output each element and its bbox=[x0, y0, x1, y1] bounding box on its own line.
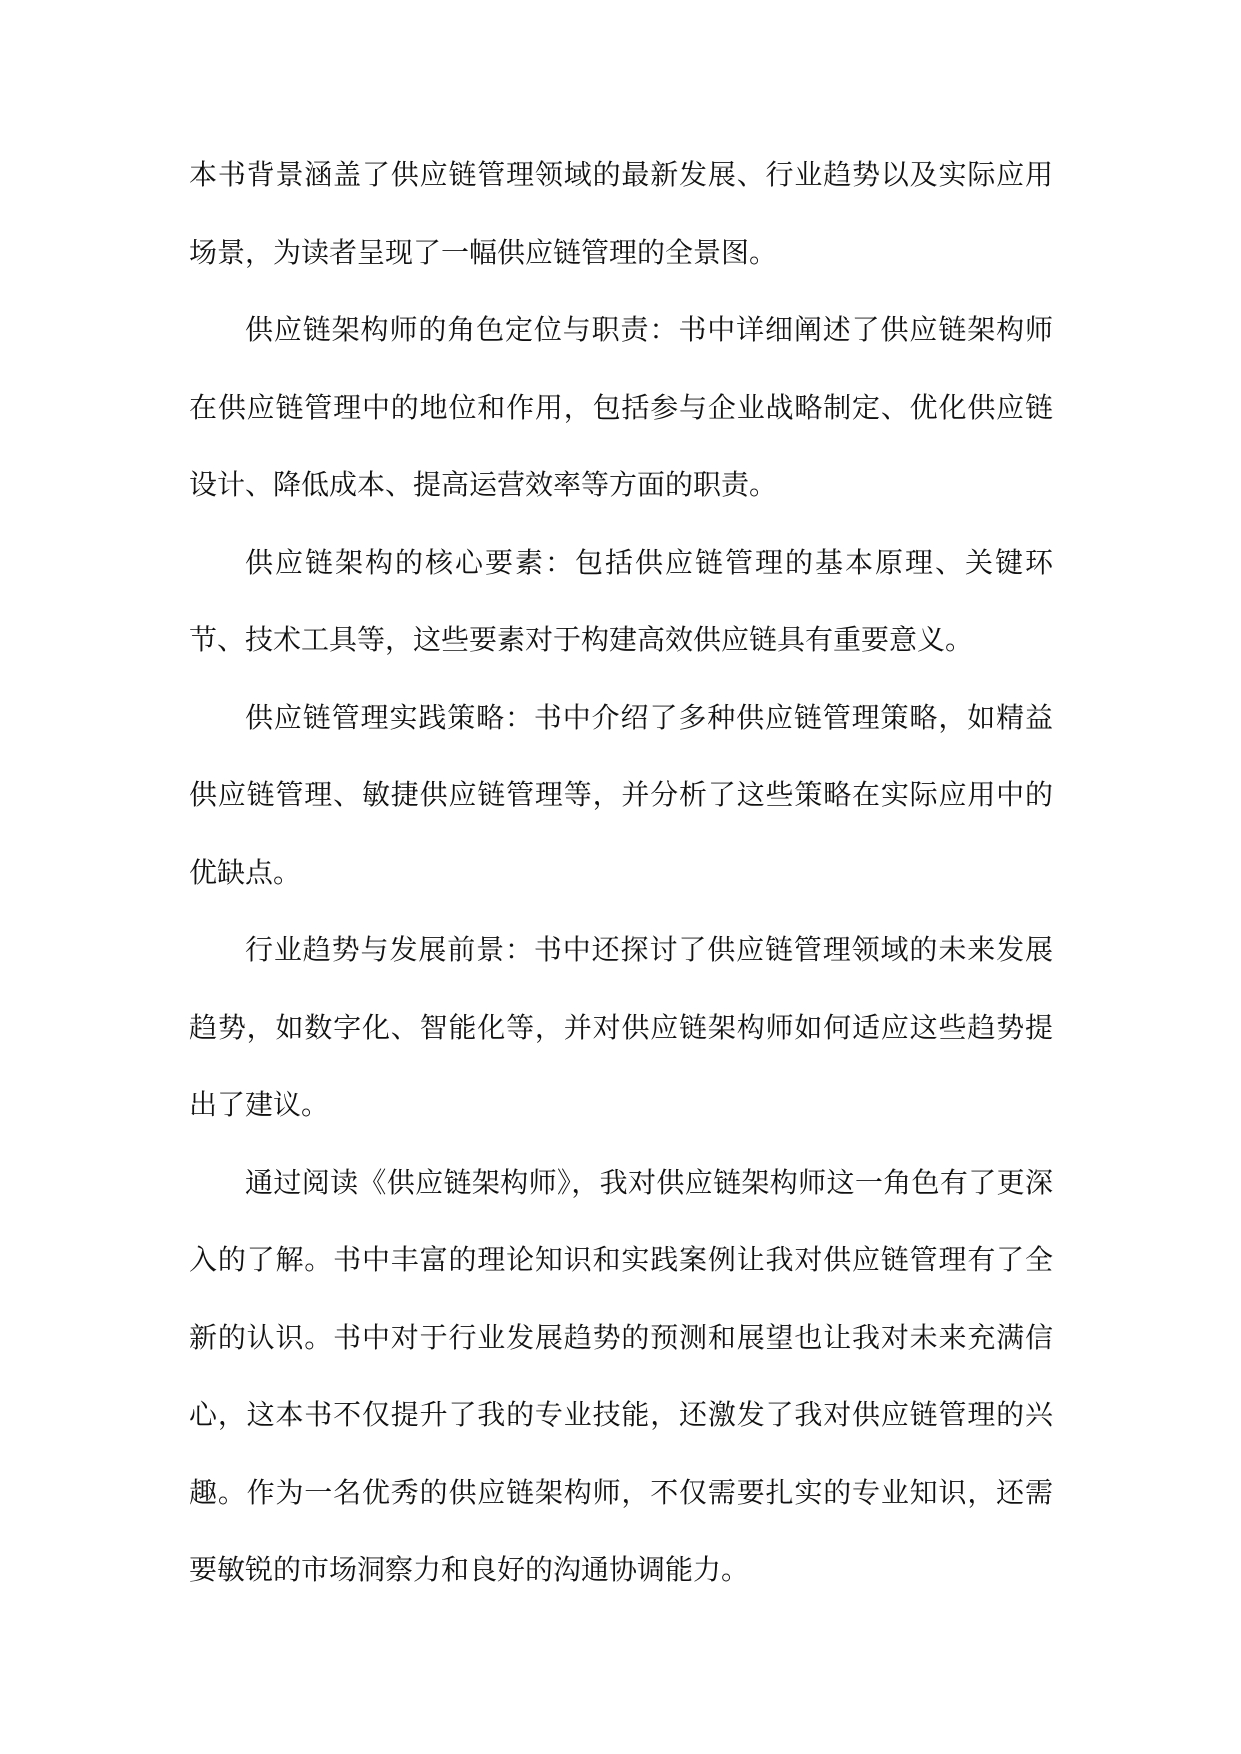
paragraph-industry-trends: 行业趋势与发展前景：书中还探讨了供应链管理领域的未来发展趋势，如数字化、智能化等，并对供应链架构师如何适应这些趋势提出了建议。 bbox=[189, 933, 1053, 1121]
paragraph-architect-role: 供应链架构师的角色定位与职责：书中详细阐述了供应链架构师在供应链管理中的地位和作用，包括参与企业战略制定、优化供应链设计、降低成本、提高运营效率等方面的职责。 bbox=[189, 313, 1053, 501]
paragraph-reading-reflection: 通过阅读《供应链架构师》，我对供应链架构师这一角色有了更深入的了解。书中丰富的理论知识和实践案例让我对供应链管理有了全新的认识。书中对于行业发展趋势的预测和展望也让我对未来充满信心，这本书不仅提升了我的专业技能，还激发了我对供应链管理的兴趣。作为一名优秀的供应链架构师，不仅需要扎实的专业知识，还需要敏锐的市场洞察力和良好的沟通协调能力。 bbox=[189, 1165, 1053, 1586]
paragraph-practice-strategies: 供应链管理实践策略：书中介绍了多种供应链管理策略，如精益供应链管理、敏捷供应链管理等，并分析了这些策略在实际应用中的优缺点。 bbox=[189, 700, 1053, 889]
paragraph-core-elements: 供应链架构的核心要素：包括供应链管理的基本原理、关键环节、技术工具等，这些要素对于构建高效供应链具有重要意义。 bbox=[189, 545, 1053, 656]
paragraph-background: 本书背景涵盖了供应链管理领域的最新发展、行业趋势以及实际应用场景，为读者呈现了一幅供应链管理的全景图。 bbox=[189, 158, 1053, 269]
document-page bbox=[189, 136, 1053, 1609]
